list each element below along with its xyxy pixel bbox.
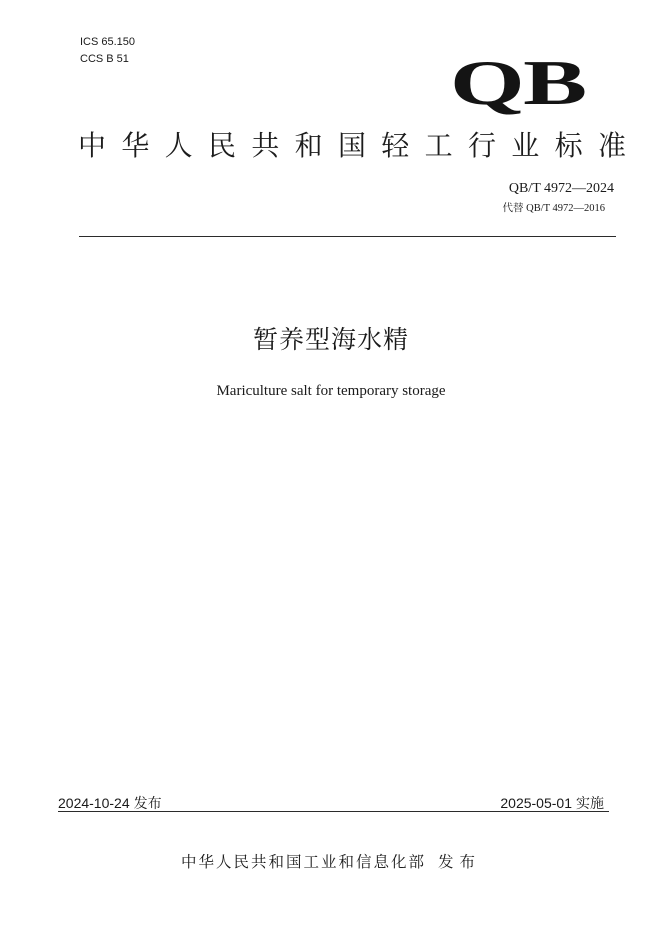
title-char: 行 (467, 129, 496, 162)
qb-logo: QB (450, 47, 586, 118)
publisher-line (0, 851, 662, 873)
title-char: 业 (511, 129, 540, 162)
title-char: 国 (337, 129, 366, 162)
title-char: 共 (251, 129, 280, 162)
title-char: 华 (121, 129, 150, 162)
issue-label: 发布 (133, 796, 162, 812)
title-char: 工 (424, 129, 453, 162)
title-char: 轻 (381, 129, 410, 162)
header-divider (79, 236, 616, 237)
ccs-code: CCS B 51 (80, 53, 129, 65)
title-char: 民 (207, 129, 236, 162)
publisher-name: 中华人民共和国工业和信息化部 (180, 853, 426, 871)
effective-label: 实施 (576, 796, 604, 812)
publisher-label: 发布 (438, 853, 482, 871)
document-title-cn: 暂养型海水精 (252, 325, 409, 354)
standard-number: QB/T 4972—2024 (508, 181, 614, 196)
title-char: 和 (294, 129, 323, 162)
title-char: 人 (164, 129, 193, 162)
classification-codes (80, 34, 135, 68)
standard-category-title (78, 126, 626, 166)
footer-divider (58, 811, 609, 812)
document-title-en: Mariculture salt for temporary storage (216, 383, 446, 399)
title-char: 标 (554, 129, 583, 162)
title-char: 准 (597, 129, 626, 162)
ics-code: ICS 65.150 (80, 36, 136, 48)
effective-date: 2025-05-01 (500, 795, 572, 811)
title-char: 中 (78, 129, 107, 162)
replaced-standard: 代替 QB/T 4972—2016 (502, 203, 605, 214)
issue-date: 2024-10-24 (58, 795, 130, 811)
